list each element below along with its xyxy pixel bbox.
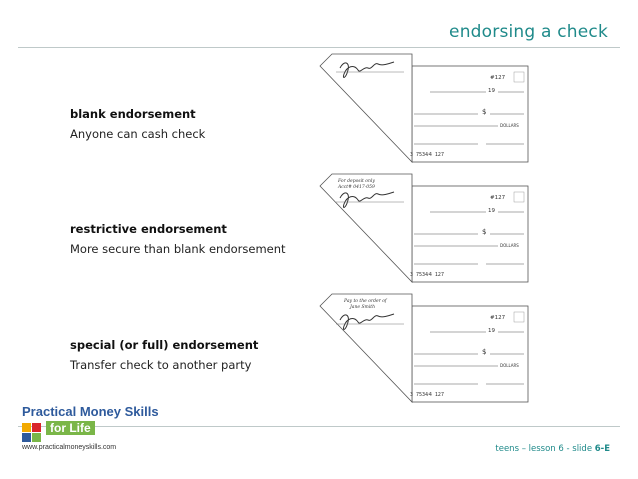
endorsement-note: Acct# 0417-059: [338, 185, 375, 190]
dollar-sign: $: [482, 348, 487, 356]
section-description: Transfer check to another party: [70, 358, 252, 372]
section-heading: special (or full) endorsement: [70, 338, 259, 352]
section-heading: restrictive endorsement: [70, 222, 227, 236]
section-description: More secure than blank endorsement: [70, 242, 286, 256]
dollars-label: DOLLARS: [500, 243, 519, 248]
dollar-sign: $: [482, 228, 487, 236]
practical-money-skills-logo: [22, 404, 159, 464]
endorsement-note: For deposit only: [338, 179, 375, 184]
section-description: Anyone can cash check: [70, 127, 206, 141]
slide-reference: [495, 444, 610, 454]
check-graphic: [318, 172, 530, 284]
check-illustration-restrictive: [318, 172, 530, 284]
logo-text-line1: Practical Money Skills: [22, 404, 159, 419]
check-number: #127: [490, 195, 506, 201]
dollar-sign: $: [482, 108, 487, 116]
check-illustration-blank: [318, 52, 530, 164]
routing-number: 3 7534⁄4 127: [410, 152, 444, 158]
slide-reference-prefix: teens – lesson 6 - slide: [495, 444, 595, 454]
check-graphic: [318, 52, 530, 164]
restrictive-endorsement-section: [70, 222, 286, 256]
dollars-label: DOLLARS: [500, 123, 519, 128]
check-number: #127: [490, 315, 506, 321]
endorsement-note: Pay to the order of: [344, 299, 387, 304]
routing-number: 3 7534⁄4 127: [410, 392, 444, 398]
logo-text-line2: for Life: [46, 421, 95, 435]
blank-endorsement-section: [70, 107, 205, 141]
check-illustration-special: [318, 292, 530, 404]
check-number: #127: [490, 75, 506, 81]
check-year: 19: [488, 208, 495, 214]
title-divider: [18, 47, 620, 48]
slide-reference-id: 6-E: [594, 444, 610, 454]
special-endorsement-section: [70, 338, 258, 372]
check-year: 19: [488, 328, 495, 334]
section-heading: blank endorsement: [70, 107, 196, 121]
dollars-label: DOLLARS: [500, 363, 519, 368]
endorsement-note: Jane Smith: [350, 305, 375, 310]
check-graphic: [318, 292, 530, 404]
check-year: 19: [488, 88, 495, 94]
routing-number: 3 7534⁄4 127: [410, 272, 444, 278]
logo-url: www.practicalmoneyskills.com: [22, 444, 117, 451]
slide-title: endorsing a check: [449, 22, 608, 42]
